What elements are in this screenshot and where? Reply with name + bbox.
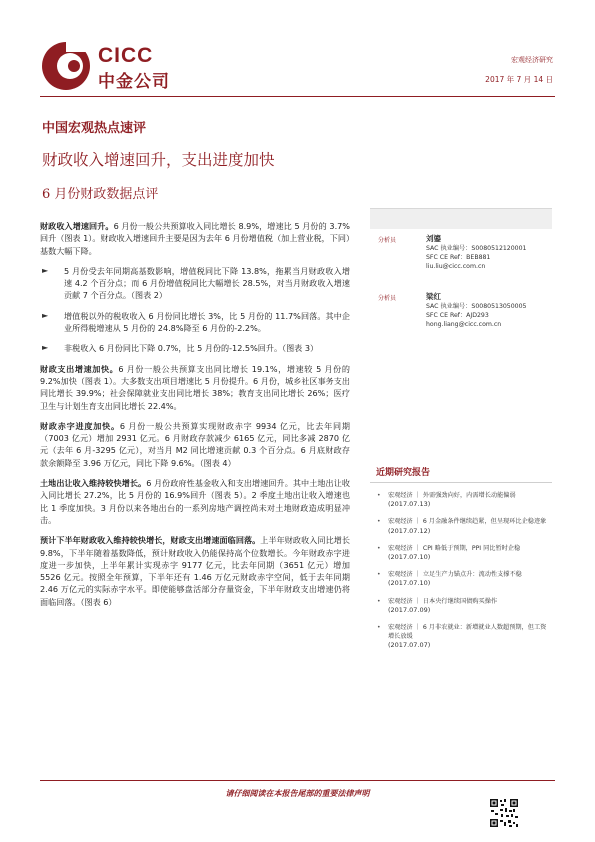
analyst-sfc: SFC CE Ref：BEB881	[426, 254, 491, 261]
triangle-bullet-icon: ►	[42, 265, 49, 275]
analyst-email[interactable]: hong.liang@cicc.com.cn	[426, 321, 502, 328]
bullet-item	[40, 342, 350, 354]
list-item[interactable]	[370, 623, 552, 651]
analyst-sfc: SFC CE Ref：AJD293	[426, 312, 489, 319]
paragraph-deficit	[40, 420, 350, 469]
paragraph-lead: 预计下半年财政收入维持较快增长，财政支出增速面临回落。	[40, 535, 261, 546]
paragraph-text: 6 月份政府性基金收入和支出增速回升。其中土地出让收入同比增长 27.2%，比 5 月份的 16.9%回升（图表 5）。2 季度土地出让收入增速也比 1 季度加快。3 月份以来各地出台的一系列房地产调控尚未对土地财政造成明显冲击。	[40, 478, 350, 525]
paragraph-lead: 土地出让收入维持较快增长。	[40, 478, 147, 489]
report-link[interactable]: 宏观经济 ｜ 日本央行继续国债购买操作	[388, 597, 498, 605]
paragraph-land	[40, 477, 350, 526]
report-link[interactable]: 宏观经济 ｜ CPI 略低于预期，PPI 同比暂时企稳	[388, 544, 521, 552]
footer-divider	[40, 780, 555, 781]
paragraph-text: 上半年财政收入同比增长 9.8%，下半年随着基数降低，预计财政收入仍能保持高个位数增长。今年财政赤字进度进一步加快，上半年累计实现赤字 9177 亿元，比去年同期（3651 亿元）增加 5526 亿元。按照全年预算，下半年还有 1.46 万亿元财政赤字空间，低于去年同期 2.46 万亿元的实际赤字水平。即使能够盘活部分存量资金，下半年财政支出增速仍将面临回落。（图表 6）	[40, 535, 350, 607]
analyst-info	[426, 233, 527, 271]
paragraph-revenue	[40, 220, 350, 257]
report-link[interactable]: 宏观经济 ｜ 外需强劲向好，内需增长动能偏弱	[388, 492, 516, 499]
report-date: (2017.07.12)	[388, 526, 431, 535]
bullet-dot-icon: •	[377, 518, 381, 526]
recent-reports-list	[370, 491, 552, 651]
paragraph-text: 6 月份一般公共预算收入同比增长 8.9%，增速比 5 月份的 3.7%回升（图表 1）。财政收入增速回升主要是因为去年 6 月份增值税（加上营业税，下同）基数大幅下降。	[40, 221, 350, 256]
cicc-emblem-icon	[40, 40, 92, 92]
logo-text-cn: 中金公司	[98, 72, 170, 92]
analyst-role: 分析员	[378, 295, 397, 302]
report-type: 宏观经济研究	[511, 56, 553, 64]
bullet-dot-icon: •	[377, 624, 381, 632]
analyst-info	[426, 291, 527, 329]
list-item[interactable]	[370, 544, 552, 562]
triangle-bullet-icon: ►	[42, 343, 49, 353]
report-link[interactable]: 宏观经济 ｜ 立足生产力锚点升：流动性支撑不稳	[388, 571, 522, 579]
report-meta	[485, 55, 553, 85]
bullet-dot-icon: •	[377, 492, 381, 499]
paragraph-text: 6 月份一般公共预算实现财政赤字 9934 亿元，比去年同期（7003 亿元）增加 2931 亿元。6 月财政存款减少 6165 亿元，同比多减 2870 亿元（去年 6 月-3295 亿元），对当月 M2 同比增速贡献 0.3 个百分点。6 月底财政存款余额降至 3.96 万亿元，同比下降 9.6%。（图表 4）	[40, 420, 350, 468]
report-body	[40, 220, 350, 616]
report-date: (2017.07.13)	[388, 500, 431, 509]
bullet-dot-icon: •	[377, 544, 381, 552]
bullet-item	[40, 265, 350, 302]
paragraph-lead: 财政支出增速加快。	[40, 363, 119, 374]
panel-header-bar	[370, 208, 552, 229]
series-title: 中国宏观热点速评	[42, 121, 147, 136]
analyst-card	[370, 291, 552, 345]
analyst-sac: SAC 执业编号：S0080513050005	[426, 303, 527, 310]
logo-text-en: CICC	[98, 44, 154, 67]
analyst-sac: SAC 执业编号：S0080512120001	[426, 245, 527, 252]
paragraph-lead: 财政收入增速回升。	[40, 221, 114, 231]
paragraph-outlook	[40, 534, 350, 608]
cicc-logo	[40, 40, 190, 92]
recent-reports	[370, 465, 552, 659]
bullet-text: 增值税以外的税收收入 6 月份同比增长 3%，比 5 月份的 11.7%回落。其中企业所得税增速从 5 月份的 24.8%降至 6 月份的-2.2%。	[64, 310, 350, 334]
bullet-dot-icon: •	[377, 571, 381, 579]
paragraph-expenditure	[40, 363, 350, 412]
report-link[interactable]: 宏观经济 ｜ 6 月非农就业：新增就业人数超预期，但工资增长放缓	[388, 624, 547, 641]
recent-reports-heading: 近期研究报告	[370, 465, 552, 483]
bullet-text: 5 月份受去年同期高基数影响，增值税同比下降 13.8%，拖累当月财政收入增速 4.2 个百分点；而 6 月份增值税同比大幅增长 28.5%，对当月财政收入增速贡献 7 个百分点。（图表 2）	[64, 265, 350, 301]
list-item[interactable]	[370, 597, 552, 615]
bullet-dot-icon: •	[377, 597, 381, 605]
analyst-panel	[370, 208, 552, 345]
report-date: 2017 年 7 月 14 日	[485, 75, 553, 84]
bullet-item	[40, 310, 350, 335]
report-link[interactable]: 宏观经济 ｜ 6 月金融条件继续趋紧，但呈现环比企稳迹象	[388, 518, 547, 526]
analyst-name: 刘鎏	[426, 234, 441, 243]
main-title: 财政收入增速回升，支出进度加快	[42, 151, 275, 169]
legal-disclaimer[interactable]: 请仔细阅读在本报告尾部的重要法律声明	[225, 788, 370, 798]
bullet-text: 非税收入 6 月份同比下降 0.7%，比 5 月份的-12.5%回升。（图表 3）	[64, 343, 319, 354]
analyst-email[interactable]: liu.liu@cicc.com.cn	[426, 263, 486, 270]
report-date: (2017.07.10)	[388, 553, 431, 562]
report-date: (2017.07.07)	[388, 641, 431, 650]
triangle-bullet-icon: ►	[42, 310, 49, 320]
paragraph-lead: 财政赤字进度加快。	[40, 420, 120, 431]
list-item[interactable]	[370, 491, 552, 509]
report-date: (2017.07.10)	[388, 579, 431, 588]
list-item[interactable]	[370, 570, 552, 588]
analyst-role: 分析员	[378, 237, 397, 244]
qr-code-icon	[489, 798, 519, 828]
analyst-card	[370, 233, 552, 287]
header-divider	[40, 96, 555, 97]
list-item[interactable]	[370, 517, 552, 535]
paragraph-text: 6 月份一般公共预算支出同比增长 19.1%，增速较 5 月份的 9.2%加快（图表 1）。大多数支出项目增速比 5 月份提升。6 月份，城乡社区事务支出同比增长 39.9%；社会保障就业支出同比增长 38%；教育支出同比增长 26%；医疗卫生与计划生育支出同比增长 22.4%。	[40, 363, 350, 411]
report-date: (2017.07.09)	[388, 605, 431, 614]
sub-title: 6 月份财政数据点评	[42, 187, 159, 202]
analyst-name: 梁红	[426, 292, 441, 301]
